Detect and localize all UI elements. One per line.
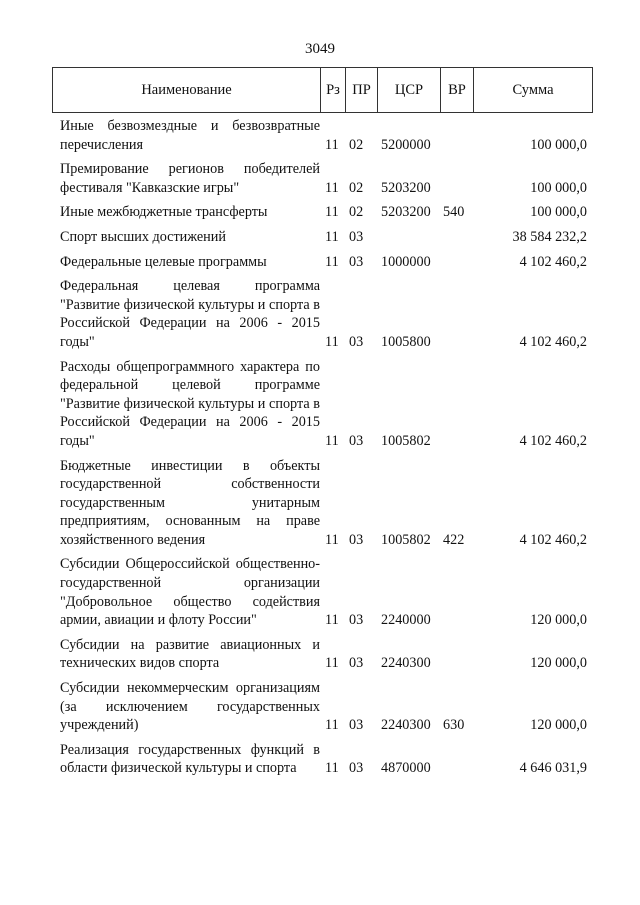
row-name: Субсидии на развитие авиационных и технических видов спорта bbox=[60, 636, 320, 672]
table-row bbox=[52, 253, 593, 272]
row-sum: 4 102 460,2 bbox=[519, 333, 587, 350]
row-csr: 1005802 bbox=[381, 531, 431, 548]
row-pr: 03 bbox=[349, 228, 364, 245]
row-rz: 11 bbox=[325, 612, 339, 629]
row-vr: 630 bbox=[443, 717, 465, 734]
row-name: Премирование регионов победителей фестиваля "Кавказские игры" bbox=[60, 161, 320, 196]
row-sum: 4 102 460,2 bbox=[519, 531, 587, 548]
row-pr: 03 bbox=[349, 717, 364, 734]
row-name: Спорт высших достижений bbox=[60, 228, 226, 245]
row-vr: 422 bbox=[443, 531, 465, 548]
row-sum: 38 584 232,2 bbox=[512, 228, 587, 245]
page-number: 3049 bbox=[305, 41, 335, 57]
header-csr: ЦСР bbox=[378, 68, 441, 112]
header-sum: Сумма bbox=[512, 81, 554, 98]
row-rz: 11 bbox=[325, 432, 339, 449]
row-name: Субсидии некоммерческим организациям (за исключением государственных учреждений) bbox=[60, 680, 320, 734]
row-pr: 03 bbox=[349, 655, 364, 672]
row-name: Федеральные целевые программы bbox=[60, 253, 267, 270]
table-row bbox=[52, 160, 593, 197]
row-sum: 4 102 460,2 bbox=[519, 253, 587, 270]
header-name: Наименование bbox=[53, 68, 321, 112]
row-rz: 11 bbox=[325, 531, 339, 548]
row-sum: 120 000,0 bbox=[530, 655, 587, 672]
row-name: Федеральная целевая программа "Развитие физической культуры и спорта в Российской Федерации на 2006 - 2015 годы" bbox=[60, 278, 320, 350]
row-pr: 03 bbox=[349, 432, 364, 449]
row-sum: 100 000,0 bbox=[530, 136, 587, 153]
header-rz: Рз bbox=[321, 68, 346, 112]
row-csr: 5203200 bbox=[381, 204, 431, 221]
row-csr: 2240300 bbox=[381, 717, 431, 734]
row-pr: 03 bbox=[349, 612, 364, 629]
table-row bbox=[52, 741, 593, 778]
row-csr: 1005802 bbox=[381, 432, 431, 449]
row-sum: 100 000,0 bbox=[530, 204, 587, 221]
row-sum: 100 000,0 bbox=[530, 179, 587, 196]
row-name: Расходы общепрограммного характера по федеральной целевой программе "Развитие физической культуры и спорта в Российской Федерации на 2006 - 2015 годы" bbox=[60, 358, 320, 449]
row-csr: 1000000 bbox=[381, 253, 431, 270]
row-rz: 11 bbox=[325, 228, 339, 245]
row-pr: 02 bbox=[349, 204, 364, 221]
row-name: Реализация государственных функций в области физической культуры и спорта bbox=[60, 741, 320, 777]
row-rz: 11 bbox=[325, 333, 339, 350]
row-sum: 4 102 460,2 bbox=[519, 432, 587, 449]
row-csr: 5203200 bbox=[381, 179, 431, 196]
table-row bbox=[52, 555, 593, 629]
row-csr: 2240000 bbox=[381, 612, 431, 629]
row-pr: 03 bbox=[349, 333, 364, 350]
row-vr: 540 bbox=[443, 204, 465, 221]
row-pr: 02 bbox=[349, 136, 364, 153]
row-csr: 4870000 bbox=[381, 760, 431, 777]
table-row bbox=[52, 277, 593, 351]
row-rz: 11 bbox=[325, 136, 339, 153]
row-sum: 120 000,0 bbox=[530, 612, 587, 629]
table-row bbox=[52, 457, 593, 550]
table-row bbox=[52, 228, 593, 247]
row-name: Бюджетные инвестиции в объекты государственной собственности государственным унитарным предприятиям, основанным на праве хозяйственного ведения bbox=[60, 457, 320, 548]
table-row bbox=[52, 358, 593, 451]
row-sum: 4 646 031,9 bbox=[519, 760, 587, 777]
row-name: Иные межбюджетные трансферты bbox=[60, 204, 268, 221]
table-row bbox=[52, 203, 593, 222]
row-rz: 11 bbox=[325, 717, 339, 734]
row-pr: 02 bbox=[349, 179, 364, 196]
header-vr: ВР bbox=[441, 68, 474, 112]
row-pr: 03 bbox=[349, 253, 364, 270]
row-name: Субсидии Общероссийской общественно-государственной организации "Добровольное общество содействия армии, авиации и флоту России" bbox=[60, 556, 320, 629]
row-csr: 5200000 bbox=[381, 136, 431, 153]
row-csr: 2240300 bbox=[381, 655, 431, 672]
header-pr: ПР bbox=[346, 68, 378, 112]
table-row bbox=[52, 117, 593, 154]
row-pr: 03 bbox=[349, 531, 364, 548]
row-pr: 03 bbox=[349, 760, 364, 777]
row-rz: 11 bbox=[325, 655, 339, 672]
row-csr: 1005800 bbox=[381, 333, 431, 350]
row-rz: 11 bbox=[325, 179, 339, 196]
table-body bbox=[52, 117, 593, 784]
table-row bbox=[52, 679, 593, 735]
row-sum: 120 000,0 bbox=[530, 717, 587, 734]
row-rz: 11 bbox=[325, 253, 339, 270]
table-header bbox=[52, 67, 593, 113]
row-rz: 11 bbox=[325, 760, 339, 777]
row-rz: 11 bbox=[325, 204, 339, 221]
table-row bbox=[52, 636, 593, 673]
row-name: Иные безвозмездные и безвозвратные перечисления bbox=[60, 118, 320, 153]
